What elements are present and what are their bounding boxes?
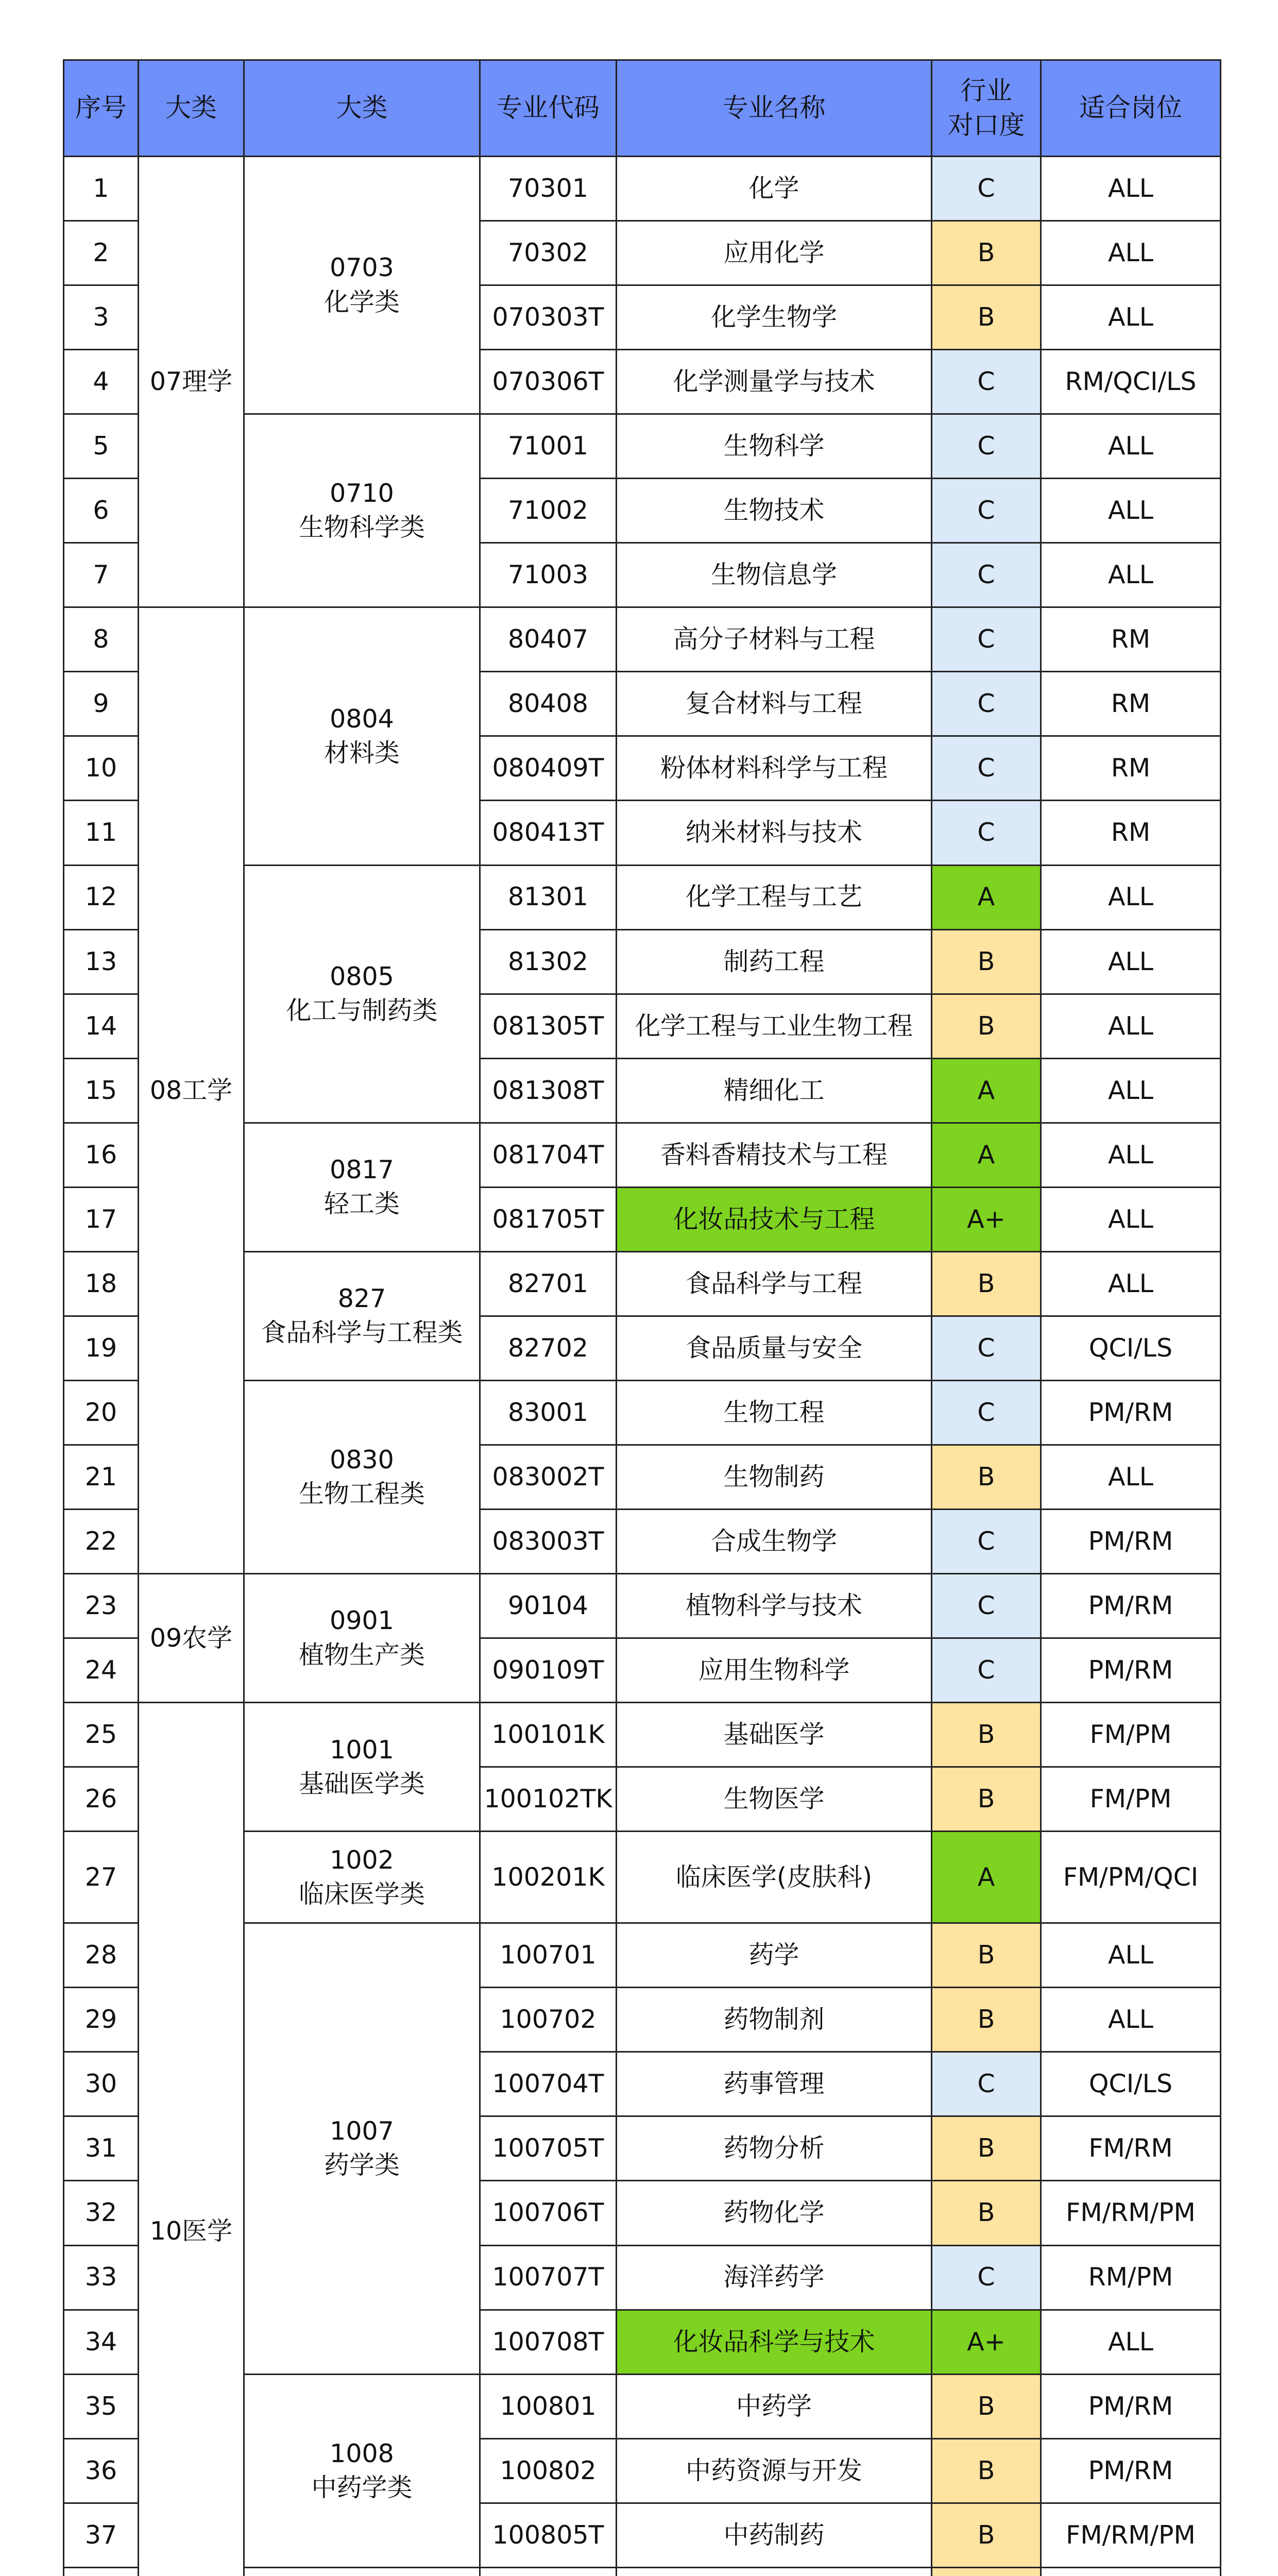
category-cell: 09农学 <box>139 1574 244 1703</box>
positions-cell: RM/PM <box>1041 2245 1221 2310</box>
positions-cell: PM/RM <box>1041 2438 1221 2503</box>
index-cell: 10 <box>64 736 139 801</box>
name-cell: 化学工程与工业生物工程 <box>617 994 932 1058</box>
name-cell: 应用生物科学 <box>617 1638 932 1703</box>
name-cell: 化学 <box>617 157 932 221</box>
index-cell: 31 <box>64 2116 139 2181</box>
grade-cell: B <box>932 2116 1041 2181</box>
class-cell <box>244 1832 480 1923</box>
name-cell: 化学测量学与技术 <box>617 350 932 414</box>
index-cell: 26 <box>64 1767 139 1832</box>
code-cell: 100201K <box>480 1832 617 1923</box>
index-cell: 7 <box>64 543 139 607</box>
code-cell: 083003T <box>480 1509 617 1573</box>
index-cell: 35 <box>64 2374 139 2438</box>
code-cell: 081308T <box>480 1058 617 1123</box>
grade-cell: C <box>932 1380 1041 1445</box>
grade-cell: C <box>932 1638 1041 1703</box>
class-code: 1007 <box>330 2116 394 2146</box>
grade-cell: C <box>932 414 1041 479</box>
grade-cell: B <box>932 2181 1041 2245</box>
index-cell: 8 <box>64 607 139 672</box>
grade-cell: C <box>932 607 1041 672</box>
index-cell: 17 <box>64 1187 139 1251</box>
index-cell: 11 <box>64 801 139 865</box>
class-code: 1008 <box>330 2438 394 2468</box>
name-cell: 药物化学 <box>617 2181 932 2245</box>
table-body <box>64 157 1221 2576</box>
grade-cell <box>932 2567 1041 2576</box>
name-cell: 中药资源与开发 <box>617 2438 932 2503</box>
name-cell: 粉体材料科学与工程 <box>617 736 932 801</box>
grade-cell: C <box>932 801 1041 865</box>
grade-cell: C <box>932 1509 1041 1573</box>
grade-cell: B <box>932 1703 1041 1767</box>
class-code: 1001 <box>330 1735 394 1765</box>
code-cell: 070306T <box>480 350 617 414</box>
header-category: 大类 <box>139 60 244 157</box>
category-cell: 08工学 <box>139 607 244 1574</box>
class-cell <box>244 2374 480 2567</box>
header-row <box>64 60 1221 157</box>
positions-cell: ALL <box>1041 1058 1221 1123</box>
positions-cell: ALL <box>1041 157 1221 221</box>
header-positions: 适合岗位 <box>1041 60 1221 157</box>
code-cell: 82701 <box>480 1251 617 1316</box>
table-header <box>64 60 1221 157</box>
positions-cell: RM <box>1041 801 1221 865</box>
code-cell: 100805T <box>480 2503 617 2567</box>
positions-cell: RM <box>1041 736 1221 801</box>
name-cell: 化妆品技术与工程 <box>617 1187 932 1251</box>
code-cell: 100708T <box>480 2310 617 2374</box>
class-name: 植物生产类 <box>298 1640 425 1670</box>
grade-cell: A+ <box>932 2310 1041 2374</box>
positions-cell: FM/RM/PM <box>1041 2181 1221 2245</box>
positions-cell: ALL <box>1041 285 1221 350</box>
class-name: 临床医学类 <box>298 1879 425 1909</box>
class-code: 0805 <box>330 961 394 991</box>
positions-cell: ALL <box>1041 221 1221 285</box>
class-code: 0901 <box>330 1606 394 1636</box>
name-cell: 药事管理 <box>617 2052 932 2116</box>
grade-cell: B <box>932 2374 1041 2438</box>
class-cell <box>244 1380 480 1573</box>
positions-cell: ALL <box>1041 1251 1221 1316</box>
grade-cell: B <box>932 929 1041 994</box>
grade-cell: C <box>932 2052 1041 2116</box>
name-cell: 临床医学(皮肤科) <box>617 1832 932 1923</box>
name-cell: 复合材料与工程 <box>617 672 932 736</box>
index-cell: 23 <box>64 1574 139 1638</box>
code-cell: 82702 <box>480 1316 617 1380</box>
index-cell: 37 <box>64 2503 139 2567</box>
grade-cell: B <box>932 1988 1041 2052</box>
grade-cell: B <box>932 1767 1041 1832</box>
code-cell: 71002 <box>480 479 617 543</box>
index-cell: 27 <box>64 1832 139 1923</box>
index-cell: 21 <box>64 1445 139 1509</box>
code-cell: 100701 <box>480 1923 617 1988</box>
grade-cell: B <box>932 221 1041 285</box>
name-cell: 药学 <box>617 1923 932 1988</box>
code-cell: 90104 <box>480 1574 617 1638</box>
positions-cell: ALL <box>1041 479 1221 543</box>
grade-cell: C <box>932 350 1041 414</box>
positions-cell: PM/RM <box>1041 1574 1221 1638</box>
class-code: 0710 <box>330 479 394 509</box>
class-code: 0804 <box>330 704 394 734</box>
category-cell: 10医学 <box>139 1703 244 2576</box>
name-cell: 植物科学与技术 <box>617 1574 932 1638</box>
name-cell: 生物医学 <box>617 1767 932 1832</box>
header-class: 大类 <box>244 60 480 157</box>
class-name: 化学类 <box>323 287 400 317</box>
positions-cell: RM <box>1041 607 1221 672</box>
grade-cell: A <box>932 1123 1041 1187</box>
positions-cell: RM <box>1041 672 1221 736</box>
name-cell: 香料香精技术与工程 <box>617 1123 932 1187</box>
index-cell <box>64 2567 139 2576</box>
index-cell: 34 <box>64 2310 139 2374</box>
grade-cell: A+ <box>932 1187 1041 1251</box>
grade-cell: C <box>932 736 1041 801</box>
index-cell: 14 <box>64 994 139 1058</box>
class-cell <box>244 1574 480 1703</box>
index-cell: 6 <box>64 479 139 543</box>
index-cell: 20 <box>64 1380 139 1445</box>
table-row <box>64 1703 1221 1767</box>
positions-cell: PM/RM <box>1041 1380 1221 1445</box>
class-cell <box>244 865 480 1123</box>
table-row <box>64 157 1221 221</box>
code-cell: 070303T <box>480 285 617 350</box>
class-name: 化工与制药类 <box>286 996 438 1026</box>
header-relevance-line1: 行业 <box>960 75 1012 106</box>
class-name: 药学类 <box>323 2150 400 2180</box>
major-table <box>63 59 1221 2576</box>
class-cell <box>244 414 480 607</box>
grade-cell: B <box>932 1445 1041 1509</box>
header-relevance <box>932 60 1041 157</box>
name-cell: 合成生物学 <box>617 1509 932 1573</box>
code-cell: 100802 <box>480 2438 617 2503</box>
name-cell: 食品质量与安全 <box>617 1316 932 1380</box>
code-cell: 100801 <box>480 2374 617 2438</box>
index-cell: 9 <box>64 672 139 736</box>
index-cell: 16 <box>64 1123 139 1187</box>
code-cell: 80408 <box>480 672 617 736</box>
name-cell: 高分子材料与工程 <box>617 607 932 672</box>
class-cell <box>244 157 480 414</box>
positions-cell: ALL <box>1041 994 1221 1058</box>
grade-cell: B <box>932 285 1041 350</box>
class-name: 生物科学类 <box>298 513 425 543</box>
name-cell: 生物科学 <box>617 414 932 479</box>
code-cell: 83001 <box>480 1380 617 1445</box>
positions-cell <box>1041 2567 1221 2576</box>
name-cell: 药物分析 <box>617 2116 932 2181</box>
positions-cell: ALL <box>1041 543 1221 607</box>
grade-cell: A <box>932 1832 1041 1923</box>
grade-cell: C <box>932 672 1041 736</box>
grade-cell: B <box>932 2438 1041 2503</box>
class-code: 0703 <box>330 253 394 283</box>
positions-cell: PM/RM <box>1041 2374 1221 2438</box>
positions-cell: FM/PM/QCI <box>1041 1832 1221 1923</box>
index-cell: 12 <box>64 865 139 929</box>
index-cell: 36 <box>64 2438 139 2503</box>
positions-cell: FM/RM/PM <box>1041 2503 1221 2567</box>
class-name: 生物工程类 <box>298 1479 425 1509</box>
class-cell <box>244 607 480 865</box>
header-name: 专业名称 <box>617 60 932 157</box>
class-code: 0830 <box>330 1445 394 1475</box>
code-cell: 81302 <box>480 929 617 994</box>
index-cell: 1 <box>64 157 139 221</box>
positions-cell: QCI/LS <box>1041 1316 1221 1380</box>
class-cell <box>244 1123 480 1251</box>
index-cell: 24 <box>64 1638 139 1703</box>
positions-cell: PM/RM <box>1041 1638 1221 1703</box>
name-cell: 基础医学 <box>617 1703 932 1767</box>
header-code: 专业代码 <box>480 60 617 157</box>
name-cell: 精细化工 <box>617 1058 932 1123</box>
index-cell: 28 <box>64 1923 139 1988</box>
grade-cell: C <box>932 157 1041 221</box>
positions-cell: ALL <box>1041 1123 1221 1187</box>
code-cell: 100707T <box>480 2245 617 2310</box>
grade-cell: A <box>932 865 1041 929</box>
header-relevance-line2: 对口度 <box>947 110 1025 140</box>
code-cell: 100705T <box>480 2116 617 2181</box>
positions-cell: ALL <box>1041 1187 1221 1251</box>
code-cell: 80407 <box>480 607 617 672</box>
name-cell: 药物制剂 <box>617 1988 932 2052</box>
positions-cell: ALL <box>1041 414 1221 479</box>
name-cell: 纳米材料与技术 <box>617 801 932 865</box>
class-name: 材料类 <box>323 738 400 768</box>
name-cell: 生物技术 <box>617 479 932 543</box>
positions-cell: PM/RM <box>1041 1509 1221 1573</box>
name-cell: 生物工程 <box>617 1380 932 1445</box>
name-cell: 化学工程与工艺 <box>617 865 932 929</box>
index-cell: 15 <box>64 1058 139 1123</box>
index-cell: 19 <box>64 1316 139 1380</box>
name-cell: 制药工程 <box>617 929 932 994</box>
grade-cell: C <box>932 1574 1041 1638</box>
positions-cell: QCI/LS <box>1041 2052 1221 2116</box>
category-cell: 07理学 <box>139 157 244 607</box>
positions-cell: ALL <box>1041 1445 1221 1509</box>
positions-cell: FM/PM <box>1041 1703 1221 1767</box>
index-cell: 2 <box>64 221 139 285</box>
positions-cell: ALL <box>1041 1988 1221 2052</box>
class-cell <box>244 2567 480 2576</box>
code-cell: 100704T <box>480 2052 617 2116</box>
name-cell: 食品科学与工程 <box>617 1251 932 1316</box>
class-cell <box>244 1251 480 1380</box>
grade-cell: C <box>932 479 1041 543</box>
name-cell: 化学生物学 <box>617 285 932 350</box>
code-cell: 080413T <box>480 801 617 865</box>
name-cell: 海洋药学 <box>617 2245 932 2310</box>
code-cell: 081705T <box>480 1187 617 1251</box>
grade-cell: B <box>932 1251 1041 1316</box>
code-cell: 081704T <box>480 1123 617 1187</box>
grade-cell: B <box>932 1923 1041 1988</box>
index-cell: 29 <box>64 1988 139 2052</box>
name-cell: 化妆品科学与技术 <box>617 2310 932 2374</box>
positions-cell: FM/RM <box>1041 2116 1221 2181</box>
grade-cell: B <box>932 2503 1041 2567</box>
code-cell: 71003 <box>480 543 617 607</box>
code-cell: 81301 <box>480 865 617 929</box>
name-cell: 中药学 <box>617 2374 932 2438</box>
code-cell: 090109T <box>480 1638 617 1703</box>
grade-cell: B <box>932 994 1041 1058</box>
code-cell: 70301 <box>480 157 617 221</box>
index-cell: 32 <box>64 2181 139 2245</box>
code-cell: 083002T <box>480 1445 617 1509</box>
index-cell: 22 <box>64 1509 139 1573</box>
class-code: 0817 <box>330 1155 394 1185</box>
index-cell: 4 <box>64 350 139 414</box>
index-cell: 13 <box>64 929 139 994</box>
positions-cell: ALL <box>1041 865 1221 929</box>
positions-cell: RM/QCI/LS <box>1041 350 1221 414</box>
code-cell: 100702 <box>480 1988 617 2052</box>
class-code: 1002 <box>330 1845 394 1875</box>
positions-cell: FM/PM <box>1041 1767 1221 1832</box>
header-index: 序号 <box>64 60 139 157</box>
index-cell: 18 <box>64 1251 139 1316</box>
table-row <box>64 1574 1221 1638</box>
positions-cell: ALL <box>1041 929 1221 994</box>
grade-cell: C <box>932 543 1041 607</box>
name-cell <box>617 2567 932 2576</box>
grade-cell: C <box>932 2245 1041 2310</box>
index-cell: 3 <box>64 285 139 350</box>
class-code: 827 <box>337 1284 386 1314</box>
class-name: 食品科学与工程类 <box>261 1318 463 1348</box>
code-cell: 100102TK <box>480 1767 617 1832</box>
name-cell: 中药制药 <box>617 2503 932 2567</box>
name-cell: 生物信息学 <box>617 543 932 607</box>
code-cell: 70302 <box>480 221 617 285</box>
name-cell: 应用化学 <box>617 221 932 285</box>
grade-cell: A <box>932 1058 1041 1123</box>
index-cell: 33 <box>64 2245 139 2310</box>
code-cell: 100101K <box>480 1703 617 1767</box>
class-name: 基础医学类 <box>298 1769 425 1799</box>
code-cell: 100706T <box>480 2181 617 2245</box>
class-cell <box>244 1923 480 2374</box>
index-cell: 25 <box>64 1703 139 1767</box>
positions-cell: ALL <box>1041 2310 1221 2374</box>
class-name: 中药学类 <box>311 2472 413 2502</box>
code-cell <box>480 2567 617 2576</box>
index-cell: 30 <box>64 2052 139 2116</box>
name-cell: 生物制药 <box>617 1445 932 1509</box>
class-name: 轻工类 <box>323 1189 400 1219</box>
code-cell: 71001 <box>480 414 617 479</box>
table-row <box>64 607 1221 672</box>
index-cell: 5 <box>64 414 139 479</box>
positions-cell: ALL <box>1041 1923 1221 1988</box>
class-cell <box>244 1703 480 1832</box>
code-cell: 081305T <box>480 994 617 1058</box>
code-cell: 080409T <box>480 736 617 801</box>
grade-cell: C <box>932 1316 1041 1380</box>
